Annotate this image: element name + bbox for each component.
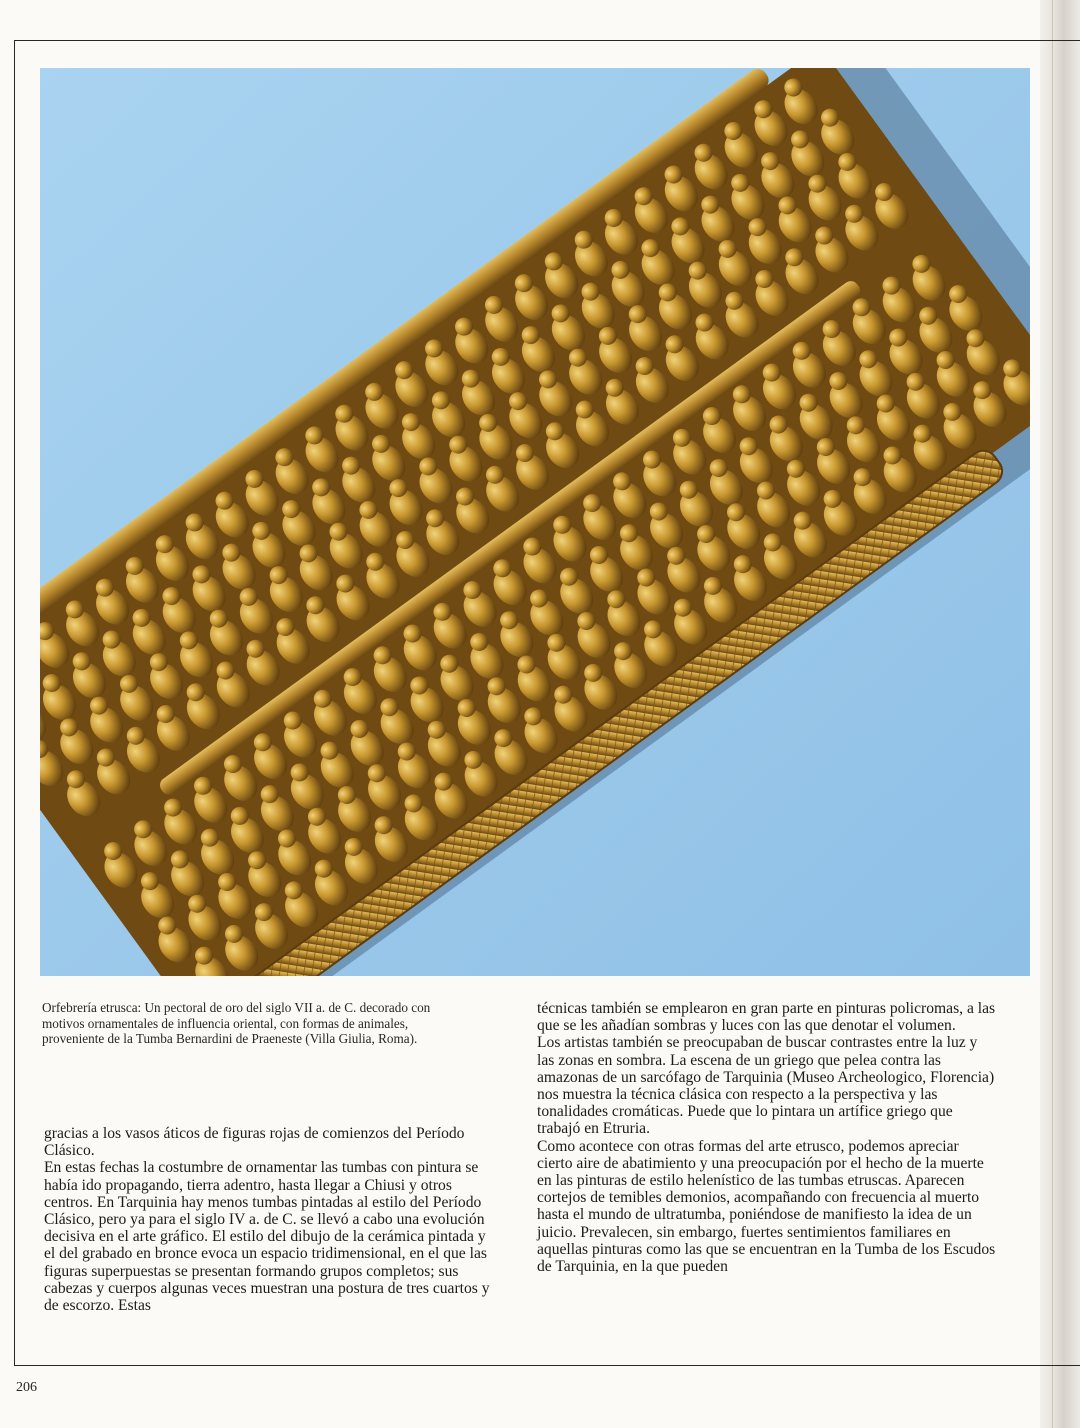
gutter-fold-line	[1052, 0, 1053, 1428]
left-paragraph-1: gracias a los vasos áticos de figuras rojas de comienzos del Período Clásico.	[44, 1125, 465, 1160]
right-text-column	[537, 1000, 997, 1275]
photo-caption: Orfebrería etrusca: Un pectoral de oro del siglo VII a. de C. decorado con motivos ornamentales de influencia oriental, con formas de animales, proveniente de la Tumba Bernardini de Praeneste (Villa Giulia, Roma).	[42, 1000, 431, 1047]
frame-bottom-rule	[14, 1365, 1080, 1366]
right-paragraph-2: Los artistas también se preocupaban de buscar contrastes entre la luz y las zonas en sombra. La escena de un griego que pelea contra las amazonas de un sarcófago de Tarquinia (Museo Archeologico, Florencia) nos muestra la técnica clásica con respecto a la perspectiva y las tonalidades cromáticas. Puede que lo pintara un artífice griego que trabajó en Etruria.	[537, 1034, 995, 1138]
gold-pectoral-photo	[40, 68, 1030, 976]
right-paragraph-3: Como acontece con otras formas del arte etrusco, podemos apreciar cierto aire de abatimiento y una preocupación por el hecho de la muerte en las pinturas de estilo helenístico de las tumbas etruscas. Aparecen cortejos de temibles demonios, acompañando con frecuencia al muerto hasta el mundo de ultratumba, poniéndose de manifiesto la idea de un juicio. Prevalecen, sin embargo, fuertes sentimientos familiares en aquellas pinturas como las que se encuentran en la Tumba de los Escudos de Tarquinia, en la que pueden	[537, 1137, 996, 1276]
left-paragraph-2: En estas fechas la costumbre de ornamentar las tumbas con pintura se había ido propagando, tierra adentro, hasta llegar a Chiusi y otros centros. En Tarquinia hay menos tumbas pintadas al estilo del Período Clásico, pero ya para el siglo IV a. de C. se llevó a cabo una evolución decisiva en el arte gráfico. El estilo del dibujo de la cerámica pintada y el del grabado en bronce evoca un espacio tridimensional, en el que las figuras superpuestas se presentan formando grupos completos; sus cabezas y cuerpos algunas veces muestran una postura de tres cuartos y de escorzo. Estas	[44, 1159, 490, 1315]
right-paragraph-1: técnicas también se emplearon en gran parte en pinturas policromas, a las que se les añadían sombras y luces con las que denotar el volumen.	[537, 1000, 996, 1035]
frame-top-rule	[14, 40, 1080, 41]
book-gutter	[1040, 0, 1080, 1428]
frame-left-rule	[14, 40, 15, 1365]
left-text-column	[44, 1125, 490, 1314]
page-number: 206	[16, 1380, 37, 1395]
